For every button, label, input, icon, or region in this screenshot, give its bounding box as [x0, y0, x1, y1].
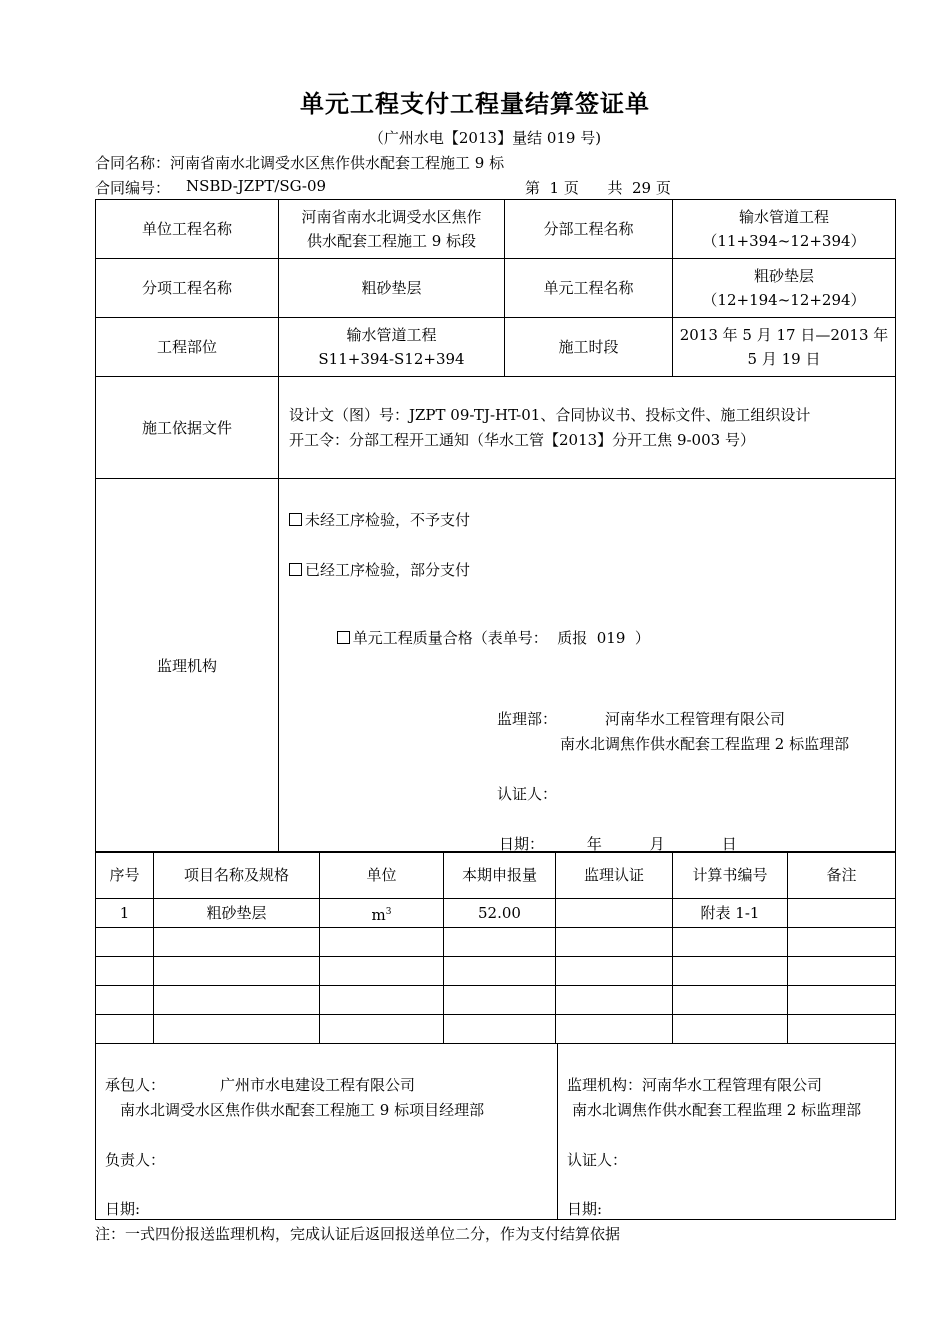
header-qty: 本期申报量: [444, 852, 556, 899]
supervision-label: 监理机构: [96, 479, 279, 853]
element-value: [673, 259, 896, 318]
header-note: 备注: [788, 852, 896, 899]
table-row: [96, 1015, 896, 1044]
division-value: [673, 200, 896, 259]
header-cert: 监理认证: [556, 852, 673, 899]
basis-line-2: 开工令：分部工程开工通知（华水工管【2013】分开工焦 9-003 号）: [289, 430, 755, 449]
cell-unit-sup: 3: [385, 906, 392, 917]
info-table: [95, 199, 896, 853]
period-value-line-1: 2013 年 5 月 17 日—2013 年: [679, 326, 889, 344]
supervisor-date: 日期:: [567, 1200, 603, 1218]
dept-name: 河南华水工程管理有限公司: [605, 710, 786, 728]
cell-qty: 52.00: [444, 899, 556, 928]
supervisor-sub: 南水北调焦作供水配套工程监理 2 标监理部: [572, 1101, 862, 1119]
page-counter: 第 1 页 共 29 页: [525, 179, 671, 197]
contract-no-label: 合同编号：: [95, 179, 171, 197]
element-value-line-2: （12+194~12+294）: [702, 291, 866, 309]
location-label: 工程部位: [96, 318, 279, 377]
unit-project-value: [279, 200, 505, 259]
cell-cert: [556, 899, 673, 928]
division-value-line-2: （11+394~12+394）: [702, 232, 866, 250]
period-value-line-2: 5 月 19 日: [747, 350, 821, 368]
supervision-box: [279, 479, 896, 853]
header-calc-no: 计算书编号: [673, 852, 788, 899]
table-row: [96, 899, 896, 928]
unit-project-label: 单位工程名称: [96, 200, 279, 259]
option-not-inspected-label: 未经工序检验，不予支付: [305, 511, 471, 529]
contractor-name: 广州市水电建设工程有限公司: [220, 1076, 416, 1094]
items-header-row: [96, 852, 896, 899]
contractor-box: [96, 1044, 558, 1220]
supervision-date: 日期： 年 月 日: [499, 835, 737, 853]
dept-label: 监理部：: [497, 710, 558, 728]
element-label: 单元工程名称: [505, 259, 673, 318]
contractor-date: 日期:: [105, 1200, 141, 1218]
basis-line-1: 设计文（图）号：JZPT 09-TJ-HT-01、合同协议书、投标文件、施工组织设计: [289, 405, 811, 424]
table-row: [96, 986, 896, 1015]
checkbox-partial[interactable]: [289, 563, 302, 576]
unit-project-value-line-1: 河南省南水北调受水区焦作: [301, 208, 482, 226]
checkbox-qualified[interactable]: [337, 631, 350, 644]
option-partial-label: 已经工序检验，部分支付: [305, 561, 471, 579]
cell-unit-base: m: [371, 905, 386, 924]
contract-name-label: 合同名称：: [95, 154, 171, 172]
document-subtitle: （广州水电【2013】量结 019 号): [368, 129, 602, 147]
contractor-label: 承包人：: [105, 1076, 166, 1094]
items-table: [95, 851, 896, 1044]
unit-project-value-line-2: 供水配套工程施工 9 标段: [306, 232, 477, 250]
supervisor-label: 监理机构：河南华水工程管理有限公司: [567, 1076, 823, 1094]
dept-sub: 南水北调焦作供水配套工程监理 2 标监理部: [560, 735, 850, 753]
division-label: 分部工程名称: [505, 200, 673, 259]
contractor-sub: 南水北调受水区焦作供水配套工程施工 9 标项目经理部: [120, 1101, 485, 1119]
option-not-inspected: [289, 509, 470, 530]
option-partial: [289, 559, 470, 580]
location-value: [279, 318, 505, 377]
contract-name-value: 河南省南水北调受水区焦作供水配套工程施工 9 标: [170, 154, 505, 172]
header-name: 项目名称及规格: [154, 852, 320, 899]
subitem-value: 粗砂垫层: [279, 259, 505, 318]
option-qualified-label: 单元工程质量合格（表单号： 质报 019 ）: [352, 629, 650, 647]
option-qualified: [289, 609, 650, 666]
signature-table: [95, 1043, 896, 1220]
subitem-label: 分项工程名称: [96, 259, 279, 318]
footnote: 注：一式四份报送监理机构，完成认证后返回报送单位二分，作为支付结算依据: [95, 1225, 621, 1243]
cell-note: [788, 899, 896, 928]
period-label: 施工时段: [505, 318, 673, 377]
cell-no: 1: [96, 899, 154, 928]
cell-calc-no: 附表 1-1: [673, 899, 788, 928]
cell-name: 粗砂垫层: [154, 899, 320, 928]
table-row: [96, 928, 896, 957]
location-value-line-2: S11+394-S12+394: [318, 350, 465, 368]
header-no: 序号: [96, 852, 154, 899]
period-value: [673, 318, 896, 377]
basis-value: [279, 377, 896, 479]
location-value-line-1: 输水管道工程: [346, 326, 437, 344]
cell-unit: [320, 899, 444, 928]
supervision-certifier: 认证人：: [497, 785, 558, 803]
checkbox-not-inspected[interactable]: [289, 513, 302, 526]
division-value-line-1: 输水管道工程: [738, 208, 829, 226]
contract-name-row: [95, 152, 504, 173]
basis-label: 施工依据文件: [96, 377, 279, 479]
contract-no-value: NSBD-JZPT/SG-09: [186, 177, 327, 195]
contractor-responsible: 负责人：: [105, 1151, 166, 1169]
document-title: 单元工程支付工程量结算签证单: [300, 89, 650, 118]
supervisor-box: [558, 1044, 896, 1220]
supervisor-certifier: 认证人：: [567, 1151, 628, 1169]
table-row: [96, 957, 896, 986]
element-value-line-1: 粗砂垫层: [753, 267, 814, 285]
header-unit: 单位: [320, 852, 444, 899]
